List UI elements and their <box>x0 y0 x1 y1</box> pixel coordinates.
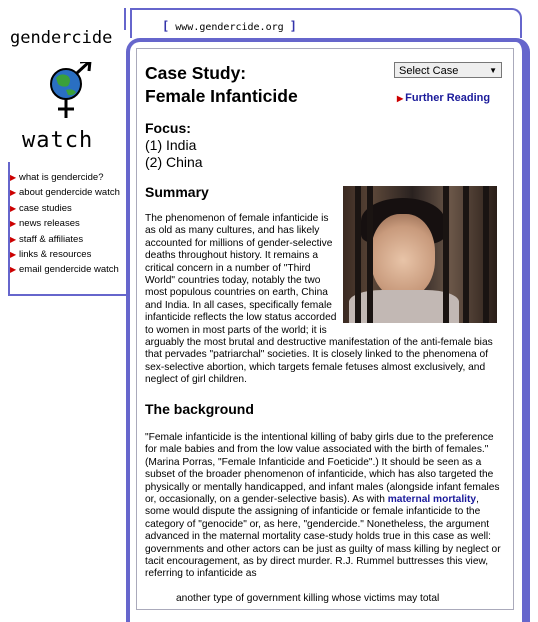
nav-link[interactable]: links & resources <box>19 249 92 261</box>
nav-arrow-icon: ▶ <box>10 265 17 275</box>
further-reading-label: Further Reading <box>405 92 491 104</box>
url-label: www.gendercide.org <box>175 22 284 33</box>
nav-item-about[interactable] <box>10 185 120 200</box>
photo-bar <box>463 186 469 323</box>
summary-line: as old as many cultures, and has likely <box>145 225 320 237</box>
site-logo-text[interactable]: gendercide <box>10 28 113 48</box>
background-line-text: or, occasionally, on a gender-selective basis). As with <box>145 494 385 505</box>
dropdown-arrow-icon: ▼ <box>489 66 497 75</box>
left-frame-top <box>8 8 126 30</box>
title-line-2: Female Infanticide <box>145 86 298 106</box>
summary-line: most populous countries on earth, China <box>145 287 328 299</box>
nav-item-case-studies[interactable] <box>10 201 120 216</box>
background-line-with-link <box>145 494 479 506</box>
summary-line: sex-selective abortion, which targets female fetuses almost exclusively, and <box>145 361 486 373</box>
focus-label: Focus: <box>145 120 191 136</box>
background-heading: The background <box>145 401 254 417</box>
site-url <box>162 19 297 33</box>
nav-link[interactable]: email gendercide watch <box>19 264 119 276</box>
nav-arrow-icon: ▶ <box>10 250 17 260</box>
background-line: subset of the broader phenomenon of infanticide, which has also targeted the <box>145 469 494 481</box>
nav-item-what-is-gendercide[interactable] <box>10 170 120 185</box>
background-line: category of "genocide" or, as here, "gendercide." Nonetheless, the argument <box>145 518 490 530</box>
girl-photo <box>343 186 497 323</box>
bracket-left-icon: [ <box>162 19 170 33</box>
nav-arrow-icon: ▶ <box>10 234 17 244</box>
summary-line: deaths throughout history. It remains a <box>145 250 319 262</box>
nav-item-links-resources[interactable] <box>10 247 120 262</box>
photo-bar <box>443 186 449 323</box>
background-line: tacit encouragement, as by direct murder. R.J. Rummel buttresses this view, <box>145 556 489 567</box>
arrow-icon: ▶ <box>397 94 404 103</box>
nav-arrow-icon: ▶ <box>10 219 17 229</box>
background-line: some would dispute the assigning of infanticide or female infanticide to the <box>145 506 481 518</box>
summary-line: and India. In all cases, specifically female <box>145 299 332 311</box>
background-line: (Marina Porras, "Female Infanticide and Foeticide".) It should be seen as a <box>145 456 482 468</box>
nav-link[interactable]: news releases <box>19 218 80 230</box>
summary-heading: Summary <box>145 184 209 200</box>
maternal-mortality-link[interactable]: maternal mortality <box>387 494 477 505</box>
background-line: advanced in the maternal mortality case-study holds true in this case as well: <box>145 531 491 543</box>
page-title <box>145 62 298 108</box>
site-watch-text: watch <box>22 128 94 153</box>
nav-link[interactable]: case studies <box>19 202 72 214</box>
nav-item-news-releases[interactable] <box>10 216 120 231</box>
sidebar-nav <box>10 170 120 278</box>
summary-line: to women in most parts of the world; it is <box>145 324 327 336</box>
bracket-right-icon: ] <box>289 19 297 33</box>
globe-gender-symbol-icon <box>46 62 96 122</box>
background-line: governments and other actors can be just as guilty of mass killing by neglect or <box>145 543 501 555</box>
summary-line: accounted for millions of gender-selective <box>145 237 333 249</box>
photo-bar <box>367 186 373 323</box>
quote-line: another type of government killing whose victims may total <box>176 593 440 604</box>
nav-link[interactable]: what is gendercide? <box>19 172 104 183</box>
nav-item-staff-affiliates[interactable] <box>10 232 120 247</box>
nav-link[interactable]: staff & affiliates <box>19 233 84 245</box>
background-line: "Female infanticide is the intentional killing of baby girls due to the preference <box>145 432 494 443</box>
line-suffix: , <box>476 494 479 505</box>
nav-item-email[interactable] <box>10 262 120 277</box>
photo-bar <box>355 186 361 323</box>
summary-line: neglect of girl children. <box>145 374 247 386</box>
title-line-1: Case Study: <box>145 63 247 83</box>
background-line: for male babies and from the low value associated with the birth of females." <box>145 444 489 456</box>
summary-line: infanticide reflects the low status accorded <box>145 312 337 324</box>
background-line: referring to infanticide as <box>145 568 257 580</box>
background-line: physically or mentally handicapped, and infant males (alongside infant females <box>145 481 500 493</box>
nav-arrow-icon: ▶ <box>10 188 17 198</box>
case-select-value: Select Case <box>399 65 459 77</box>
nav-arrow-icon: ▶ <box>10 203 17 213</box>
summary-line: arguably the most brutal and destructive manifestation of the anti-female bias <box>145 337 493 348</box>
summary-line: The phenomenon of female infanticide is <box>145 213 329 224</box>
summary-line: critical concern in a number of "Third <box>145 262 311 274</box>
further-reading-link[interactable] <box>397 92 490 104</box>
case-select[interactable] <box>394 62 502 78</box>
nav-link[interactable]: about gendercide watch <box>19 187 120 199</box>
summary-line: World" countries today, notably the two <box>145 275 321 286</box>
focus-item-india: (1) India <box>145 137 197 153</box>
photo-bar <box>483 186 489 323</box>
photo-face <box>371 214 435 298</box>
nav-arrow-icon: ▶ <box>10 173 17 182</box>
focus-item-china: (2) China <box>145 154 203 170</box>
summary-line: that pervades "patriarchal" societies. It is closely linked to the phenomena of <box>145 349 489 361</box>
